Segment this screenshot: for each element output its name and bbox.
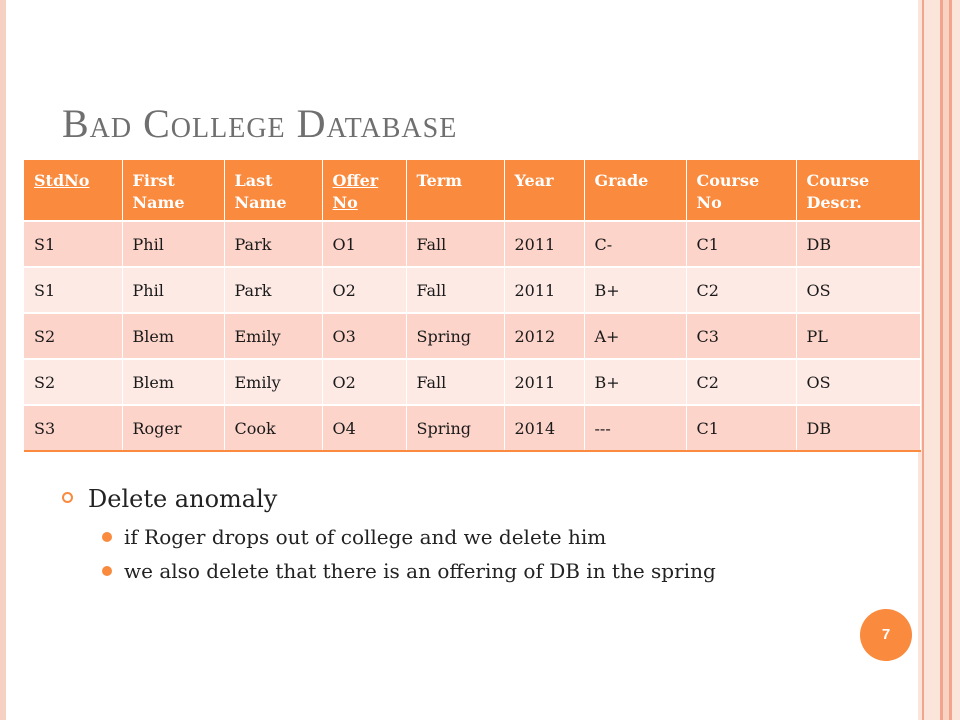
cell-term: Fall xyxy=(406,359,504,405)
header-course-no: Course No xyxy=(686,160,796,221)
cell-year: 2011 xyxy=(504,359,584,405)
cell-grade: C- xyxy=(584,221,686,267)
bullet-main xyxy=(62,482,782,516)
cell-course-descr: DB xyxy=(796,221,920,267)
cell-offer-no: O1 xyxy=(322,221,406,267)
cell-stdno: S2 xyxy=(24,313,122,359)
ring-bullet-icon xyxy=(62,492,73,503)
sub-bullet xyxy=(62,524,782,550)
cell-last-name: Emily xyxy=(224,313,322,359)
table-row xyxy=(24,359,920,405)
header-offer-no: Offer No xyxy=(322,160,406,221)
cell-first-name: Blem xyxy=(122,359,224,405)
header-term: Term xyxy=(406,160,504,221)
cell-stdno: S2 xyxy=(24,359,122,405)
cell-course-no: C2 xyxy=(686,267,796,313)
cell-first-name: Blem xyxy=(122,313,224,359)
student-table xyxy=(24,160,921,452)
cell-term: Fall xyxy=(406,221,504,267)
cell-course-descr: OS xyxy=(796,267,920,313)
cell-term: Spring xyxy=(406,313,504,359)
header-grade: Grade xyxy=(584,160,686,221)
cell-first-name: Roger xyxy=(122,405,224,451)
table-row xyxy=(24,267,920,313)
cell-first-name: Phil xyxy=(122,267,224,313)
table-row xyxy=(24,405,920,451)
cell-year: 2012 xyxy=(504,313,584,359)
cell-offer-no: O4 xyxy=(322,405,406,451)
cell-course-descr: OS xyxy=(796,359,920,405)
bullet-list xyxy=(62,482,782,584)
cell-course-no: C1 xyxy=(686,221,796,267)
cell-stdno: S1 xyxy=(24,267,122,313)
cell-year: 2011 xyxy=(504,267,584,313)
cell-stdno: S1 xyxy=(24,221,122,267)
cell-year: 2014 xyxy=(504,405,584,451)
header-first-name: First Name xyxy=(122,160,224,221)
cell-last-name: Park xyxy=(224,267,322,313)
cell-course-no: C2 xyxy=(686,359,796,405)
cell-stdno: S3 xyxy=(24,405,122,451)
cell-course-descr: DB xyxy=(796,405,920,451)
cell-grade: A+ xyxy=(584,313,686,359)
table-row xyxy=(24,221,920,267)
cell-last-name: Emily xyxy=(224,359,322,405)
cell-last-name: Cook xyxy=(224,405,322,451)
header-stdno: StdNo xyxy=(24,160,122,221)
cell-year: 2011 xyxy=(504,221,584,267)
table-row xyxy=(24,313,920,359)
sub-bullet-text: we also delete that there is an offering of DB in the spring xyxy=(124,559,716,583)
page-number-badge: 7 xyxy=(860,609,912,661)
dot-bullet-icon xyxy=(102,532,112,542)
cell-term: Spring xyxy=(406,405,504,451)
bullet-main-text: Delete anomaly xyxy=(88,485,278,513)
sub-bullet-text: if Roger drops out of college and we delete him xyxy=(124,525,607,549)
cell-offer-no: O2 xyxy=(322,359,406,405)
cell-offer-no: O3 xyxy=(322,313,406,359)
cell-term: Fall xyxy=(406,267,504,313)
slide-title: Bad College Database xyxy=(62,101,458,146)
slide-frame-right xyxy=(918,0,960,720)
cell-grade: B+ xyxy=(584,359,686,405)
table-header-row xyxy=(24,160,920,221)
cell-course-no: C3 xyxy=(686,313,796,359)
cell-offer-no: O2 xyxy=(322,267,406,313)
slide-frame-left xyxy=(0,0,6,720)
sub-bullet xyxy=(62,558,782,584)
cell-course-no: C1 xyxy=(686,405,796,451)
header-course-descr: Course Descr. xyxy=(796,160,920,221)
cell-course-descr: PL xyxy=(796,313,920,359)
header-last-name: Last Name xyxy=(224,160,322,221)
cell-last-name: Park xyxy=(224,221,322,267)
cell-first-name: Phil xyxy=(122,221,224,267)
dot-bullet-icon xyxy=(102,566,112,576)
header-year: Year xyxy=(504,160,584,221)
cell-grade: B+ xyxy=(584,267,686,313)
cell-grade: --- xyxy=(584,405,686,451)
